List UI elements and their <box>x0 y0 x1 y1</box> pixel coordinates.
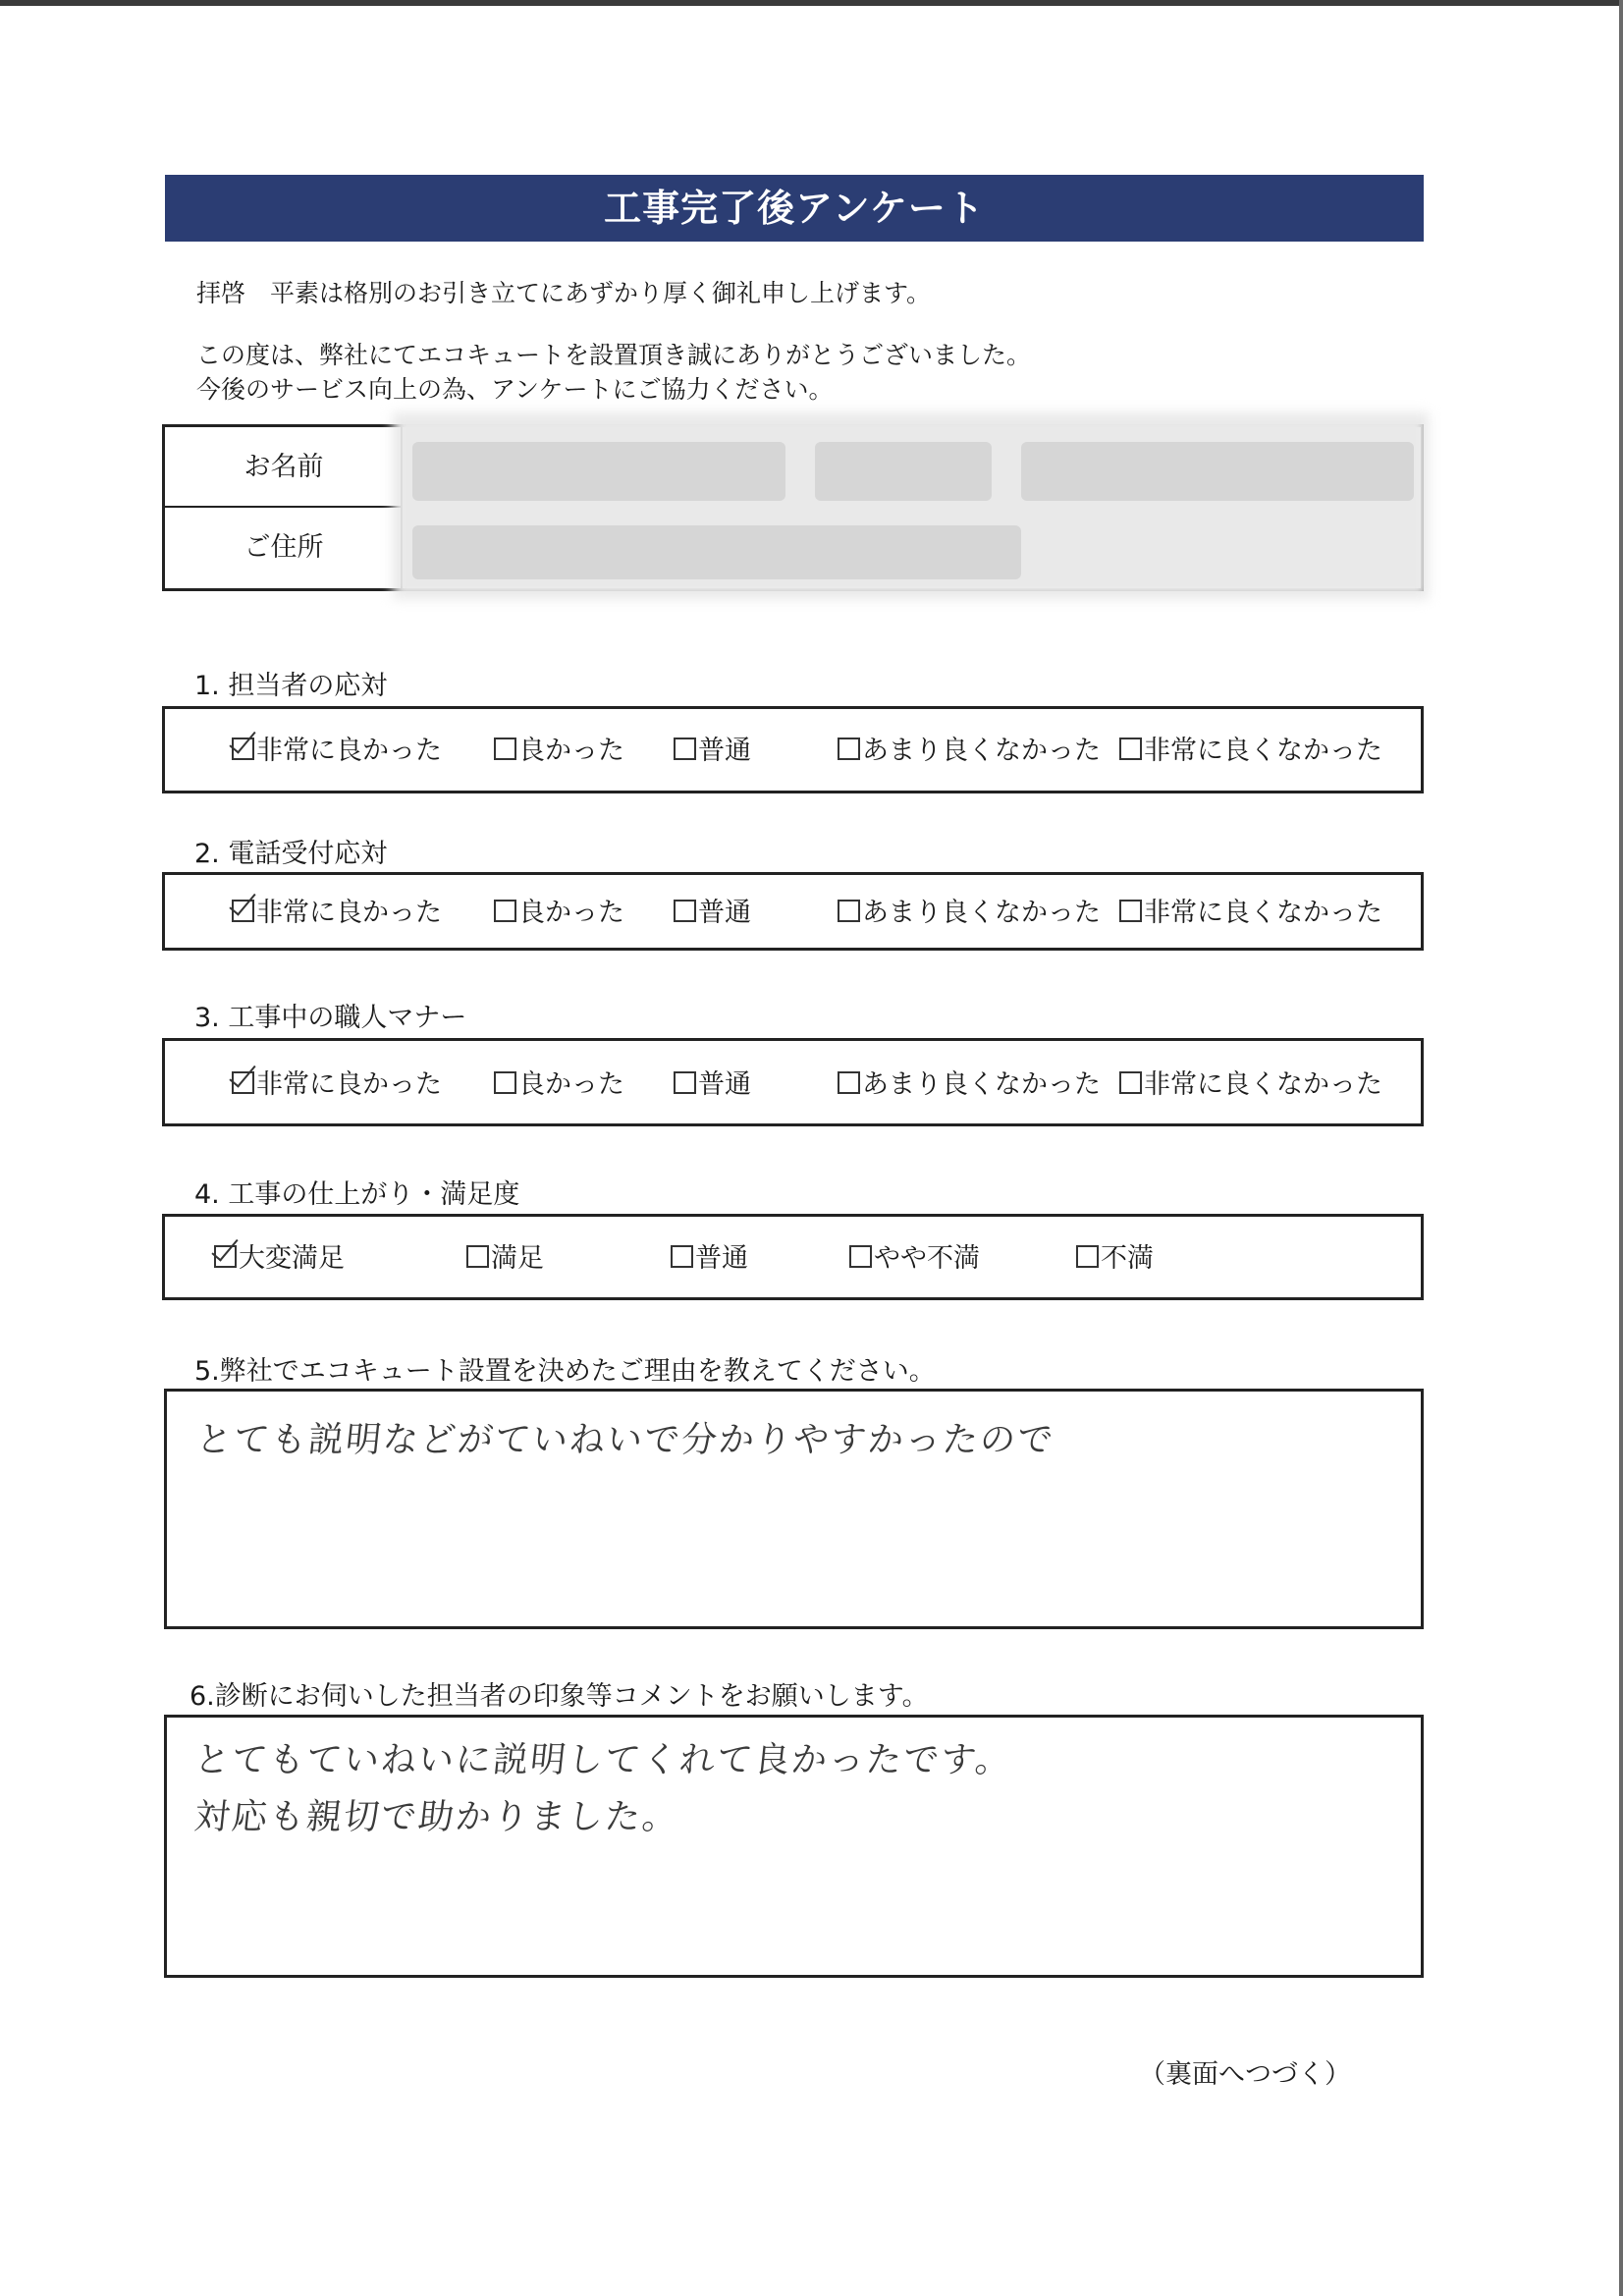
question-6-answer-line-2: 対応も親切で助かりました。 <box>191 1797 682 1837</box>
question-2-label: 2. 電話受付応対 <box>194 839 388 869</box>
q4-option-4[interactable]: やや不満 <box>849 1242 980 1276</box>
q1-option-4[interactable]: あまり良くなかった <box>838 735 1101 768</box>
question-6-answer-box[interactable] <box>164 1715 1424 1978</box>
name-label: お名前 <box>165 427 403 508</box>
checkbox-icon[interactable] <box>838 738 860 760</box>
checkbox-icon[interactable] <box>1119 1071 1142 1094</box>
checkbox-icon[interactable] <box>466 1245 489 1268</box>
checkbox-icon[interactable] <box>674 900 696 922</box>
q2-option-2[interactable]: 良かった <box>494 897 624 930</box>
question-6-answer-line-1: とてもていねいに説明してくれて良かったです。 <box>191 1740 1015 1780</box>
greeting-line-2: この度は、弊社にてエコキュートを設置頂き誠にありがとうございました。 <box>196 341 1032 369</box>
q2-option-5[interactable]: 非常に良くなかった <box>1119 897 1382 930</box>
q3-option-3[interactable]: 普通 <box>674 1068 751 1102</box>
q2-option-4[interactable]: あまり良くなかった <box>838 897 1101 930</box>
redacted-phone <box>1021 442 1414 501</box>
question-1-label: 1. 担当者の応対 <box>194 671 388 701</box>
checkbox-checked-icon[interactable] <box>214 1245 237 1268</box>
checkbox-icon[interactable] <box>1119 738 1142 760</box>
checkbox-icon[interactable] <box>671 1245 693 1268</box>
question-3-options <box>162 1038 1424 1126</box>
checkbox-checked-icon[interactable] <box>232 1071 254 1094</box>
question-5-answer: とても説明などがていねいで分かりやすかったので <box>193 1420 1057 1460</box>
redacted-address <box>412 525 1021 579</box>
checkbox-icon[interactable] <box>1119 900 1142 922</box>
checkbox-icon[interactable] <box>838 1071 860 1094</box>
q4-option-3[interactable]: 普通 <box>671 1242 748 1276</box>
scan-right-edge <box>1619 0 1623 2296</box>
question-5-label: 5.弊社でエコキュート設置を決めたご理由を教えてください。 <box>194 1356 936 1387</box>
q3-option-2[interactable]: 良かった <box>494 1068 624 1102</box>
q4-option-1[interactable]: 大変満足 <box>214 1242 345 1276</box>
checkbox-checked-icon[interactable] <box>232 900 254 922</box>
redacted-name <box>412 442 785 501</box>
q3-option-4[interactable]: あまり良くなかった <box>838 1068 1101 1102</box>
question-1-options <box>162 706 1424 793</box>
question-4-label: 4. 工事の仕上がり・満足度 <box>194 1179 520 1210</box>
q4-option-5[interactable]: 不満 <box>1076 1242 1154 1276</box>
checkbox-checked-icon[interactable] <box>232 738 254 760</box>
q2-option-3[interactable]: 普通 <box>674 897 751 930</box>
q2-option-1[interactable]: 非常に良かった <box>232 897 442 930</box>
checkbox-icon[interactable] <box>838 900 860 922</box>
question-6-label: 6.診断にお伺いした担当者の印象等コメントをお願いします。 <box>189 1681 929 1712</box>
q1-option-5[interactable]: 非常に良くなかった <box>1119 735 1382 768</box>
greeting-line-1: 拝啓 平素は格別のお引き立てにあずかり厚く御礼申し上げます。 <box>196 279 932 307</box>
checkbox-icon[interactable] <box>1076 1245 1099 1268</box>
question-2-options <box>162 872 1424 951</box>
question-5-answer-box[interactable] <box>164 1389 1424 1629</box>
scan-top-edge <box>0 0 1623 6</box>
question-3-label: 3. 工事中の職人マナー <box>194 1003 467 1033</box>
q1-option-3[interactable]: 普通 <box>674 735 751 768</box>
checkbox-icon[interactable] <box>494 738 516 760</box>
greeting-line-3: 今後のサービス向上の為、アンケートにご協力ください。 <box>196 375 834 404</box>
page-title: 工事完了後アンケート <box>165 175 1424 242</box>
info-labels <box>162 424 403 591</box>
q1-option-1[interactable]: 非常に良かった <box>232 735 442 768</box>
q3-option-1[interactable]: 非常に良かった <box>232 1068 442 1102</box>
checkbox-icon[interactable] <box>494 1071 516 1094</box>
q1-option-2[interactable]: 良かった <box>494 735 624 768</box>
checkbox-icon[interactable] <box>849 1245 872 1268</box>
checkbox-icon[interactable] <box>494 900 516 922</box>
checkbox-icon[interactable] <box>674 738 696 760</box>
address-label: ご住所 <box>243 532 324 563</box>
q3-option-5[interactable]: 非常に良くなかった <box>1119 1068 1382 1102</box>
question-4-options <box>162 1214 1424 1300</box>
continued-note: （裏面へつづく） <box>1139 2059 1351 2090</box>
checkbox-icon[interactable] <box>674 1071 696 1094</box>
redacted-block <box>815 442 992 501</box>
q4-option-2[interactable]: 満足 <box>466 1242 544 1276</box>
